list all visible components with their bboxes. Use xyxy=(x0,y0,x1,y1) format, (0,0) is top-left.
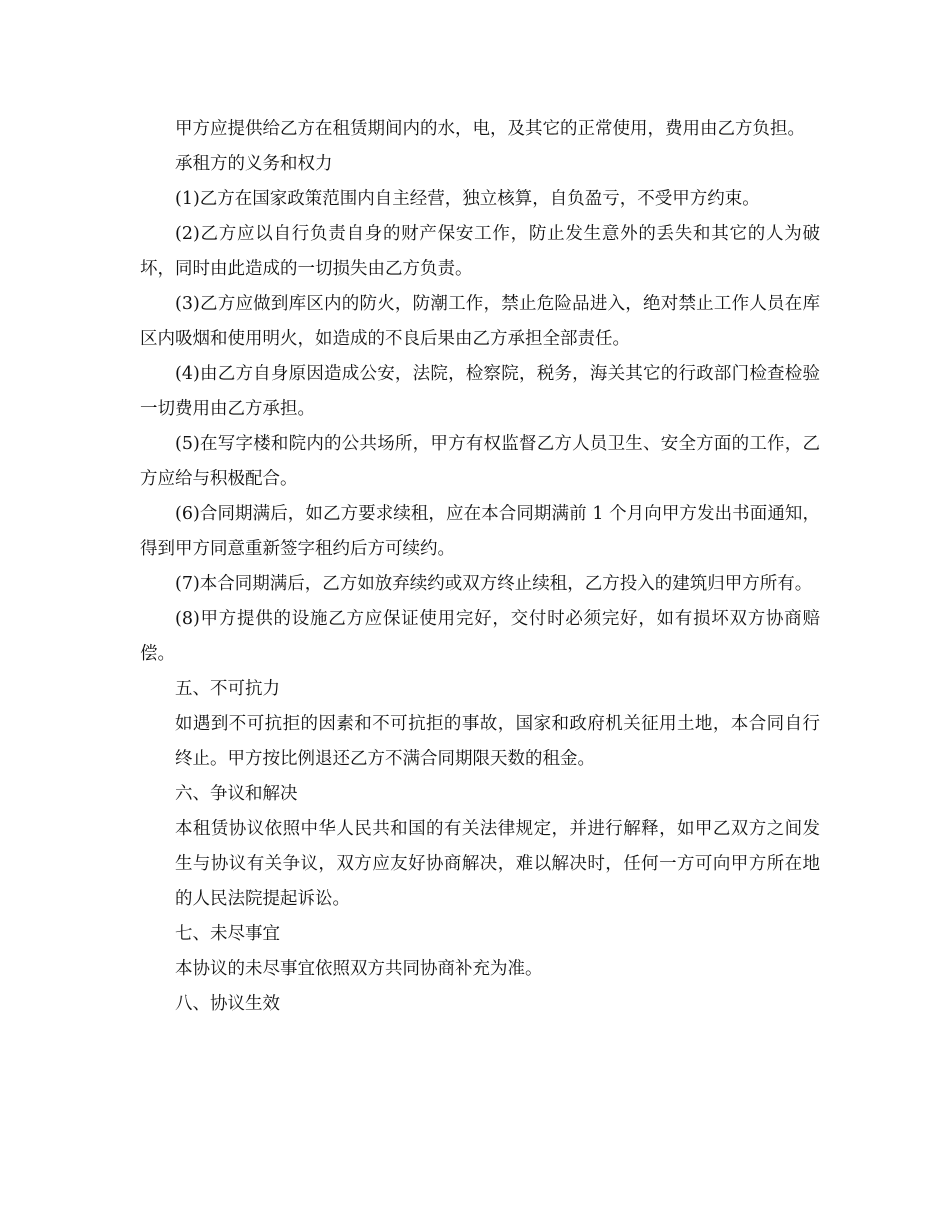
document-page xyxy=(140,112,820,1022)
heading-lessee-obligations: 承租方的义务和权力 xyxy=(175,154,333,174)
paragraph-utilities: 甲方应提供给乙方在租赁期间内的水，电，及其它的正常使用，费用由乙方负担。 xyxy=(175,119,805,139)
heading-unresolved-matters: 七、未尽事宜 xyxy=(175,924,280,944)
paragraph-dispute-resolution: 本租赁协议依照中华人民共和国的有关法律规定，并进行解释，如甲乙双方之间发生与协议有关争议，双方应友好协商解决，难以解决时，任何一方可向甲方所在地的人民法院提起诉讼。 xyxy=(175,819,820,909)
clause-6: (6)合同期满后，如乙方要求续租，应在本合同期满前 1 个月向甲方发出书面通知，得到甲方同意重新签字租约后方可续约。 xyxy=(140,504,820,559)
heading-agreement-effective: 八、协议生效 xyxy=(175,994,280,1014)
clause-3: (3)乙方应做到库区内的防火，防潮工作，禁止危险品进入，绝对禁止工作人员在库区内吸烟和使用明火，如造成的不良后果由乙方承担全部责任。 xyxy=(140,294,820,349)
paragraph-force-majeure: 如遇到不可抗拒的因素和不可抗拒的事故，国家和政府机关征用土地，本合同自行终止。甲方按比例退还乙方不满合同期限天数的租金。 xyxy=(175,714,820,769)
heading-force-majeure: 五、不可抗力 xyxy=(175,679,280,699)
clause-2: (2)乙方应以自行负责自身的财产保安工作，防止发生意外的丢失和其它的人为破坏，同时由此造成的一切损失由乙方负责。 xyxy=(140,224,820,279)
paragraph-unresolved-matters: 本协议的未尽事宜依照双方共同协商补充为准。 xyxy=(175,959,543,979)
clause-7: (7)本合同期满后，乙方如放弃续约或双方终止续租，乙方投入的建筑归甲方所有。 xyxy=(175,574,813,594)
clause-5: (5)在写字楼和院内的公共场所，甲方有权监督乙方人员卫生、安全方面的工作，乙方应给与积极配合。 xyxy=(140,434,820,489)
clause-1: (1)乙方在国家政策范围内自主经营，独立核算，自负盈亏，不受甲方约束。 xyxy=(175,189,760,209)
clause-4: (4)由乙方自身原因造成公安，法院，检察院，税务，海关其它的行政部门检查检验一切费用由乙方承担。 xyxy=(140,364,820,419)
clause-8: (8)甲方提供的设施乙方应保证使用完好，交付时必须完好，如有损坏双方协商赔偿。 xyxy=(140,609,820,664)
heading-dispute-resolution: 六、争议和解决 xyxy=(175,784,298,804)
